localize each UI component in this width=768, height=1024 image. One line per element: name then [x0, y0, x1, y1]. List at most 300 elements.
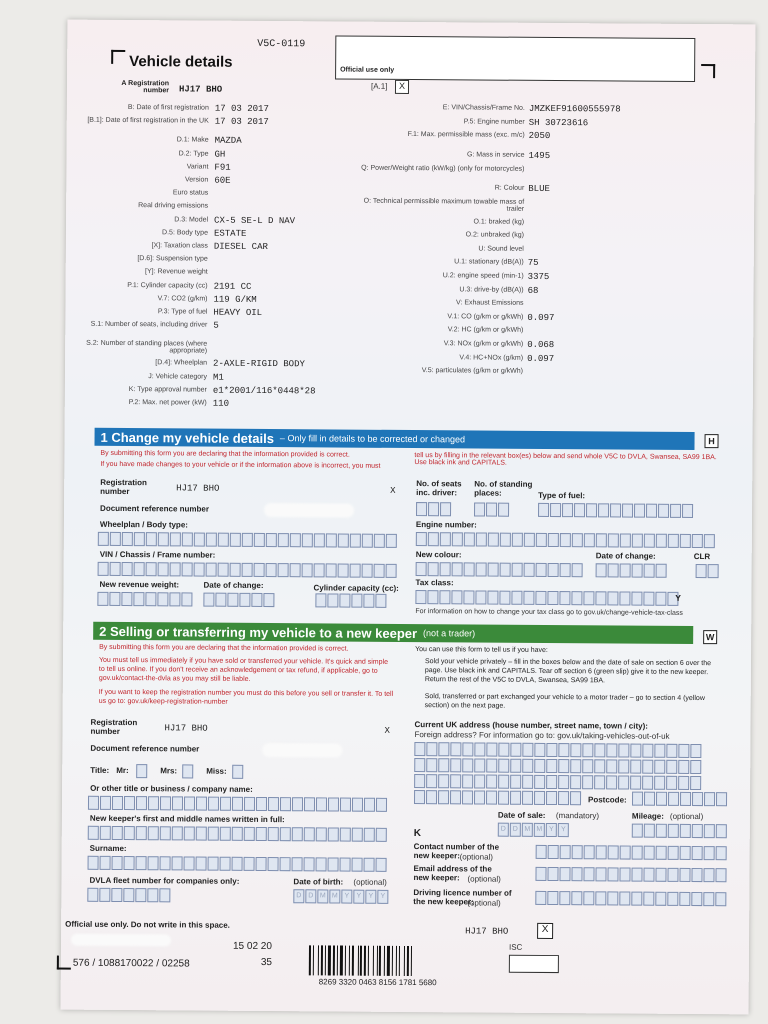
input-box[interactable]	[450, 742, 461, 756]
input-box[interactable]	[606, 759, 617, 773]
input-box[interactable]	[364, 828, 375, 842]
input-box[interactable]	[314, 563, 325, 577]
input-box[interactable]	[643, 868, 654, 882]
input-box[interactable]	[642, 744, 653, 758]
input-box[interactable]	[426, 758, 437, 772]
input-box[interactable]	[292, 827, 303, 841]
mr-checkbox[interactable]	[136, 764, 147, 778]
input-box[interactable]	[109, 592, 120, 606]
input-box[interactable]: D	[510, 823, 521, 837]
input-box[interactable]	[112, 796, 123, 810]
input-box[interactable]	[182, 532, 193, 546]
input-box[interactable]	[148, 856, 159, 870]
input-box[interactable]	[350, 534, 361, 548]
input-box[interactable]	[146, 562, 157, 576]
input-box[interactable]	[560, 845, 571, 859]
input-box[interactable]	[643, 892, 654, 906]
input-box[interactable]	[630, 776, 641, 790]
input-box[interactable]	[124, 856, 135, 870]
input-box[interactable]	[692, 824, 703, 838]
input-box[interactable]	[570, 743, 581, 757]
input-box[interactable]	[619, 867, 630, 881]
input-box[interactable]	[327, 593, 338, 607]
input-box[interactable]: Y	[377, 890, 388, 904]
input-box[interactable]	[263, 593, 274, 607]
input-box[interactable]	[548, 533, 559, 547]
input-box[interactable]	[88, 856, 99, 870]
input-box[interactable]	[716, 846, 727, 860]
input-box[interactable]	[582, 759, 593, 773]
input-box[interactable]	[110, 562, 121, 576]
input-box[interactable]	[668, 792, 679, 806]
engine-boxes[interactable]	[416, 532, 715, 548]
input-box[interactable]	[511, 591, 522, 605]
input-box[interactable]	[362, 534, 373, 548]
input-box[interactable]	[374, 564, 385, 578]
input-box[interactable]	[631, 592, 642, 606]
input-box[interactable]	[256, 797, 267, 811]
input-box[interactable]	[98, 562, 109, 576]
input-box[interactable]	[644, 824, 655, 838]
input-box[interactable]	[678, 744, 689, 758]
input-box[interactable]	[498, 503, 509, 517]
input-box[interactable]	[667, 892, 678, 906]
address-boxes-2[interactable]	[414, 758, 701, 774]
input-box[interactable]	[583, 891, 594, 905]
input-box[interactable]	[646, 504, 657, 518]
input-box[interactable]	[680, 824, 691, 838]
input-box[interactable]	[618, 743, 629, 757]
input-box[interactable]	[716, 824, 727, 838]
input-box[interactable]	[147, 888, 158, 902]
input-box[interactable]	[668, 846, 679, 860]
revenue-weight-boxes[interactable]	[97, 592, 192, 607]
input-box[interactable]	[374, 534, 385, 548]
input-box[interactable]	[510, 791, 521, 805]
address-boxes-4[interactable]	[414, 790, 581, 805]
input-box[interactable]	[462, 742, 473, 756]
input-box[interactable]	[232, 797, 243, 811]
input-box[interactable]	[594, 743, 605, 757]
input-box[interactable]	[169, 592, 180, 606]
input-box[interactable]	[610, 503, 621, 517]
input-box[interactable]	[559, 867, 570, 881]
input-box[interactable]: Y	[341, 890, 352, 904]
input-box[interactable]	[691, 868, 702, 882]
colour-boxes[interactable]	[416, 562, 583, 577]
input-box[interactable]	[548, 563, 559, 577]
input-box[interactable]	[339, 594, 350, 608]
input-box[interactable]	[203, 593, 214, 607]
input-box[interactable]	[488, 563, 499, 577]
input-box[interactable]	[428, 562, 439, 576]
input-box[interactable]	[363, 594, 374, 608]
input-box[interactable]	[570, 775, 581, 789]
input-box[interactable]	[632, 824, 643, 838]
input-box[interactable]	[691, 892, 702, 906]
input-box[interactable]	[632, 792, 643, 806]
input-box[interactable]	[376, 798, 387, 812]
email-boxes[interactable]	[535, 867, 726, 882]
input-box[interactable]	[428, 532, 439, 546]
input-box[interactable]: Y	[558, 823, 569, 837]
input-box[interactable]	[654, 760, 665, 774]
input-box[interactable]	[690, 760, 701, 774]
input-box[interactable]	[668, 534, 679, 548]
input-box[interactable]	[316, 827, 327, 841]
input-box[interactable]	[538, 503, 549, 517]
input-box[interactable]	[136, 856, 147, 870]
input-box[interactable]	[182, 562, 193, 576]
input-box[interactable]	[656, 824, 667, 838]
input-box[interactable]	[582, 743, 593, 757]
input-box[interactable]	[244, 797, 255, 811]
input-box[interactable]	[546, 743, 557, 757]
input-box[interactable]	[704, 534, 715, 548]
address-boxes-1[interactable]	[414, 742, 701, 758]
input-box[interactable]	[338, 534, 349, 548]
input-box[interactable]	[134, 532, 145, 546]
input-box[interactable]	[328, 797, 339, 811]
input-box[interactable]	[244, 857, 255, 871]
input-box[interactable]	[452, 532, 463, 546]
input-box[interactable]	[703, 868, 714, 882]
input-box[interactable]	[181, 592, 192, 606]
input-box[interactable]	[136, 796, 147, 810]
input-box[interactable]	[547, 891, 558, 905]
first-names-boxes[interactable]	[88, 826, 387, 842]
input-box[interactable]	[376, 858, 387, 872]
input-box[interactable]	[159, 888, 170, 902]
input-box[interactable]	[598, 503, 609, 517]
input-box[interactable]	[182, 764, 193, 778]
input-box[interactable]	[596, 533, 607, 547]
input-box[interactable]	[194, 533, 205, 547]
input-box[interactable]	[278, 533, 289, 547]
input-box[interactable]	[499, 591, 510, 605]
input-box[interactable]	[232, 857, 243, 871]
input-box[interactable]	[486, 759, 497, 773]
input-box[interactable]	[522, 775, 533, 789]
input-box[interactable]	[486, 503, 497, 517]
input-box[interactable]	[679, 892, 690, 906]
input-box[interactable]	[184, 796, 195, 810]
input-box[interactable]	[583, 591, 594, 605]
input-box[interactable]	[619, 891, 630, 905]
input-box[interactable]	[690, 744, 701, 758]
input-box[interactable]	[703, 892, 714, 906]
input-box[interactable]	[682, 504, 693, 518]
input-box[interactable]	[595, 891, 606, 905]
input-box[interactable]	[658, 504, 669, 518]
input-box[interactable]	[280, 827, 291, 841]
input-box[interactable]	[450, 758, 461, 772]
isc-box[interactable]	[509, 955, 559, 973]
postcode-boxes[interactable]	[632, 792, 727, 807]
input-box[interactable]	[414, 742, 425, 756]
input-box[interactable]	[121, 592, 132, 606]
input-box[interactable]	[463, 590, 474, 604]
input-box[interactable]	[476, 562, 487, 576]
input-box[interactable]	[631, 868, 642, 882]
input-box[interactable]	[476, 532, 487, 546]
input-box[interactable]	[548, 845, 559, 859]
input-box[interactable]	[124, 796, 135, 810]
input-box[interactable]	[196, 827, 207, 841]
input-box[interactable]	[206, 563, 217, 577]
input-box[interactable]: M	[317, 889, 328, 903]
input-box[interactable]	[607, 891, 618, 905]
input-box[interactable]	[414, 774, 425, 788]
input-box[interactable]: Y	[365, 890, 376, 904]
input-box[interactable]	[498, 759, 509, 773]
input-box[interactable]	[242, 533, 253, 547]
input-box[interactable]	[110, 532, 121, 546]
input-box[interactable]	[440, 532, 451, 546]
input-box[interactable]	[704, 846, 715, 860]
input-box[interactable]	[208, 827, 219, 841]
input-box[interactable]	[184, 826, 195, 840]
contact-boxes[interactable]	[536, 845, 727, 860]
input-box[interactable]	[136, 826, 147, 840]
input-box[interactable]	[427, 590, 438, 604]
input-box[interactable]	[486, 791, 497, 805]
input-box[interactable]	[100, 826, 111, 840]
mrs-checkbox[interactable]	[182, 764, 193, 778]
input-box[interactable]	[99, 888, 110, 902]
input-box[interactable]	[572, 563, 583, 577]
input-box[interactable]	[715, 868, 726, 882]
input-box[interactable]	[254, 563, 265, 577]
input-box[interactable]	[498, 743, 509, 757]
input-box[interactable]	[692, 534, 703, 548]
input-box[interactable]	[439, 590, 450, 604]
input-box[interactable]	[522, 759, 533, 773]
input-box[interactable]	[302, 563, 313, 577]
input-box[interactable]	[170, 532, 181, 546]
input-box[interactable]	[464, 532, 475, 546]
input-box[interactable]	[426, 790, 437, 804]
input-box[interactable]	[534, 759, 545, 773]
input-box[interactable]	[206, 533, 217, 547]
input-box[interactable]	[87, 888, 98, 902]
input-box[interactable]	[510, 743, 521, 757]
surname-boxes[interactable]	[88, 856, 387, 872]
input-box[interactable]	[631, 892, 642, 906]
input-box[interactable]: M	[329, 889, 340, 903]
input-box[interactable]	[670, 504, 681, 518]
input-box[interactable]	[244, 827, 255, 841]
input-box[interactable]	[440, 502, 451, 516]
input-box[interactable]	[352, 828, 363, 842]
input-box[interactable]	[266, 533, 277, 547]
input-box[interactable]	[145, 592, 156, 606]
input-box[interactable]	[692, 792, 703, 806]
input-box[interactable]	[172, 856, 183, 870]
input-box[interactable]	[452, 562, 463, 576]
input-box[interactable]	[97, 592, 108, 606]
input-box[interactable]	[352, 858, 363, 872]
dob-boxes[interactable]	[293, 889, 388, 904]
vin-boxes[interactable]	[98, 562, 397, 578]
input-box[interactable]	[572, 533, 583, 547]
input-box[interactable]	[136, 764, 147, 778]
input-box[interactable]	[440, 562, 451, 576]
input-box[interactable]	[524, 563, 535, 577]
input-box[interactable]	[215, 593, 226, 607]
input-box[interactable]: M	[522, 823, 533, 837]
input-box[interactable]	[196, 857, 207, 871]
input-box[interactable]	[692, 846, 703, 860]
input-box[interactable]	[218, 563, 229, 577]
input-box[interactable]	[304, 797, 315, 811]
input-box[interactable]	[547, 867, 558, 881]
input-box[interactable]	[450, 774, 461, 788]
input-box[interactable]	[376, 828, 387, 842]
input-box[interactable]	[500, 563, 511, 577]
input-box[interactable]	[522, 791, 533, 805]
input-box[interactable]	[328, 857, 339, 871]
input-box[interactable]	[242, 563, 253, 577]
input-box[interactable]	[608, 845, 619, 859]
input-box[interactable]	[268, 827, 279, 841]
input-box[interactable]	[364, 858, 375, 872]
input-box[interactable]	[708, 564, 719, 578]
input-box[interactable]	[666, 760, 677, 774]
input-box[interactable]	[227, 593, 238, 607]
input-box[interactable]	[474, 790, 485, 804]
input-box[interactable]	[474, 758, 485, 772]
input-box[interactable]	[680, 846, 691, 860]
input-box[interactable]	[157, 592, 168, 606]
input-box[interactable]	[208, 857, 219, 871]
input-box[interactable]	[316, 797, 327, 811]
input-box[interactable]	[256, 857, 267, 871]
input-box[interactable]	[172, 826, 183, 840]
wheelplan-boxes[interactable]	[98, 532, 397, 548]
input-box[interactable]	[232, 765, 243, 779]
input-box[interactable]	[655, 868, 666, 882]
input-box[interactable]	[620, 845, 631, 859]
input-box[interactable]	[112, 826, 123, 840]
input-box[interactable]	[582, 775, 593, 789]
input-box[interactable]	[290, 533, 301, 547]
input-box[interactable]	[304, 827, 315, 841]
input-box[interactable]	[583, 867, 594, 881]
input-box[interactable]	[474, 502, 485, 516]
input-box[interactable]	[208, 797, 219, 811]
input-box[interactable]: M	[534, 823, 545, 837]
input-box[interactable]	[268, 797, 279, 811]
input-box[interactable]	[620, 533, 631, 547]
input-box[interactable]	[112, 856, 123, 870]
input-box[interactable]	[122, 562, 133, 576]
input-box[interactable]	[666, 776, 677, 790]
input-box[interactable]	[438, 758, 449, 772]
input-box[interactable]	[667, 868, 678, 882]
input-box[interactable]	[438, 790, 449, 804]
input-box[interactable]	[550, 503, 561, 517]
input-box[interactable]	[574, 503, 585, 517]
input-box[interactable]	[498, 775, 509, 789]
input-box[interactable]	[326, 533, 337, 547]
input-box[interactable]	[123, 888, 134, 902]
input-box[interactable]	[438, 742, 449, 756]
input-box[interactable]	[158, 562, 169, 576]
mileage-boxes[interactable]	[632, 824, 727, 839]
input-box[interactable]	[632, 846, 643, 860]
input-box[interactable]	[535, 891, 546, 905]
date-change2-boxes[interactable]	[596, 563, 667, 577]
input-box[interactable]	[230, 533, 241, 547]
input-box[interactable]	[546, 791, 557, 805]
input-box[interactable]	[326, 563, 337, 577]
input-box[interactable]	[218, 533, 229, 547]
input-box[interactable]	[572, 845, 583, 859]
input-box[interactable]	[340, 828, 351, 842]
input-box[interactable]: Y	[546, 823, 557, 837]
input-box[interactable]	[679, 868, 690, 882]
input-box[interactable]	[596, 563, 607, 577]
input-box[interactable]	[170, 562, 181, 576]
input-box[interactable]	[292, 797, 303, 811]
input-box[interactable]	[328, 827, 339, 841]
input-box[interactable]	[239, 593, 250, 607]
input-box[interactable]	[194, 563, 205, 577]
input-box[interactable]	[535, 867, 546, 881]
input-box[interactable]	[464, 562, 475, 576]
input-box[interactable]	[426, 774, 437, 788]
input-box[interactable]	[122, 532, 133, 546]
input-box[interactable]	[715, 892, 726, 906]
input-box[interactable]	[268, 857, 279, 871]
input-box[interactable]	[414, 790, 425, 804]
input-box[interactable]	[510, 759, 521, 773]
input-box[interactable]	[523, 591, 534, 605]
input-box[interactable]	[586, 503, 597, 517]
input-box[interactable]	[100, 796, 111, 810]
input-box[interactable]	[350, 564, 361, 578]
input-box[interactable]	[462, 774, 473, 788]
input-box[interactable]	[584, 845, 595, 859]
input-box[interactable]	[680, 792, 691, 806]
input-box[interactable]	[678, 776, 689, 790]
input-box[interactable]	[644, 564, 655, 578]
input-box[interactable]	[536, 563, 547, 577]
input-box[interactable]	[558, 759, 569, 773]
input-box[interactable]	[618, 759, 629, 773]
input-box[interactable]	[414, 758, 425, 772]
input-box[interactable]	[571, 867, 582, 881]
input-box[interactable]	[547, 591, 558, 605]
input-box[interactable]	[534, 775, 545, 789]
input-box[interactable]	[607, 591, 618, 605]
input-box[interactable]	[148, 796, 159, 810]
input-box[interactable]	[134, 562, 145, 576]
input-box[interactable]	[656, 564, 667, 578]
input-box[interactable]	[362, 564, 373, 578]
input-box[interactable]	[220, 797, 231, 811]
input-box[interactable]	[462, 790, 473, 804]
input-box[interactable]	[148, 826, 159, 840]
input-box[interactable]	[230, 563, 241, 577]
input-box[interactable]	[716, 792, 727, 806]
input-box[interactable]: Y	[353, 890, 364, 904]
input-box[interactable]	[634, 504, 645, 518]
input-box[interactable]	[302, 533, 313, 547]
input-box[interactable]	[426, 742, 437, 756]
input-box[interactable]	[606, 775, 617, 789]
